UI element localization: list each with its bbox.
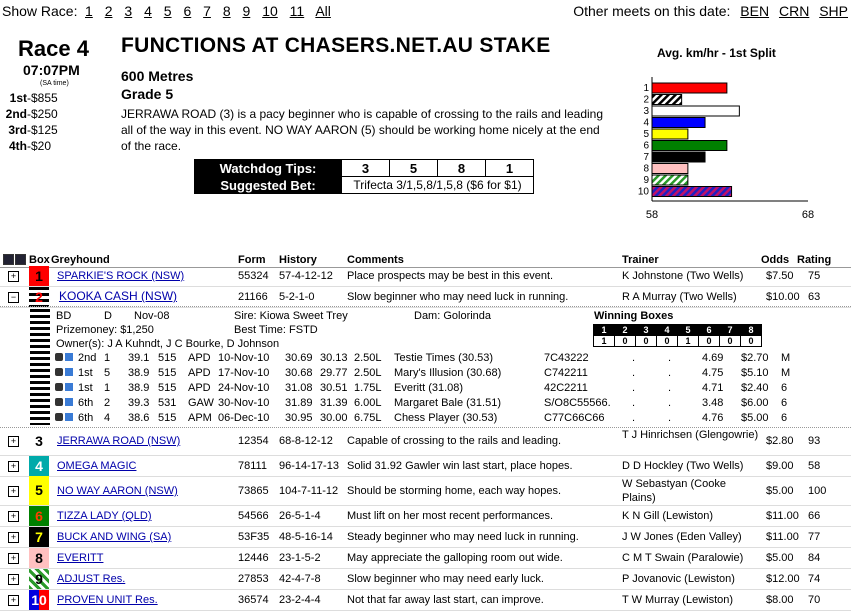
run-place: 1st [78, 367, 93, 379]
replay-video-icon[interactable] [55, 367, 75, 376]
odds-value: $11.00 [766, 531, 799, 543]
run-time: 39.1 [128, 352, 150, 364]
trainer-text: W Sebastyan (Cooke Plains) [622, 478, 726, 504]
comment-text: Solid 31.92 Gawler win last start, place hopes. [347, 460, 573, 472]
greyhound-name-link[interactable]: PROVEN UNIT Res. [57, 594, 158, 606]
expand-icon[interactable]: + [8, 511, 19, 522]
race-link-2[interactable]: 2 [104, 3, 113, 19]
run-t1: 30.69 [285, 352, 313, 364]
chart-bar [652, 152, 705, 162]
run-winner: Testie Times (30.53) [394, 352, 494, 364]
run-t1: 30.95 [285, 412, 313, 424]
chart-bar [652, 95, 682, 105]
detail-whelped: Nov-08 [134, 310, 170, 322]
run-margin: 1.75L [354, 382, 382, 394]
winning-box-value: 0 [741, 336, 762, 347]
detail-best-time: Best Time: FSTD [234, 324, 318, 336]
race-number: Race 4 [18, 36, 89, 61]
run-grade: M [781, 367, 791, 379]
odds-value: $9.00 [766, 460, 794, 472]
rating-value: 75 [808, 270, 821, 282]
rating-value: 93 [808, 435, 821, 447]
chart-bar [652, 129, 688, 139]
winning-box-value: 0 [720, 336, 741, 347]
run-t2: 29.77 [320, 367, 348, 379]
collapse-icon[interactable]: − [8, 292, 19, 303]
winning-box-header: 7 [720, 325, 741, 336]
run-s1: . [632, 412, 636, 424]
expand-icon[interactable]: + [8, 461, 19, 472]
run-track: APM [188, 412, 212, 424]
box-number: 3 [29, 427, 49, 455]
chart-category-label: 7 [643, 152, 649, 163]
run-margin: 2.50L [354, 352, 382, 364]
box-number: 10 [29, 590, 49, 610]
box-number: 2 [29, 287, 49, 307]
chart-category-label: 6 [643, 140, 649, 152]
header-comments: Comments [347, 254, 404, 266]
race-link-9[interactable]: 9 [242, 3, 251, 19]
winning-box-value: 0 [636, 336, 657, 347]
replay-video-icon[interactable] [55, 352, 75, 361]
trainer-text: K Johnstone (Two Wells) [622, 270, 744, 282]
recent-run-row [0, 382, 851, 397]
greyhound-name-link[interactable]: OMEGA MAGIC [57, 460, 137, 472]
winning-box-header: 2 [615, 325, 636, 336]
expand-all-icon[interactable] [3, 254, 27, 264]
chart-bar [652, 141, 727, 151]
trainer-text: T W Murray (Lewiston) [622, 594, 734, 606]
chart-bar [652, 175, 688, 185]
comment-text: Steady beginner who may need luck in running. [347, 531, 579, 543]
run-time: 38.6 [128, 412, 150, 424]
rating-value: 100 [808, 485, 827, 497]
history-value: 23-1-5-2 [279, 552, 321, 564]
run-t2: 31.39 [320, 397, 348, 409]
run-code: 7C43222 [544, 352, 589, 364]
run-margin: 2.50L [354, 367, 382, 379]
greyhound-name-link[interactable]: JERRAWA ROAD (NSW) [57, 435, 181, 447]
comment-text: Slow beginner who may need luck in running. [347, 291, 569, 303]
chart-tick-label: 58 [645, 209, 659, 220]
header-greyhound: Greyhound [51, 254, 110, 266]
recent-run-row [0, 397, 851, 412]
race-link-3[interactable]: 3 [124, 3, 133, 19]
run-date: 10-Nov-10 [218, 352, 270, 364]
rating-value: 63 [808, 291, 821, 303]
comment-text: Capable of crossing to the rails and leading. [347, 435, 562, 447]
race-link-5[interactable]: 5 [163, 3, 172, 19]
prize-3: 3rd-$125 [8, 123, 58, 137]
rating-value: 70 [808, 594, 821, 606]
runner-row-8 [0, 548, 851, 569]
history-value: 96-14-17-13 [279, 460, 339, 472]
race-link-4[interactable]: 4 [144, 3, 152, 19]
rating-value: 74 [808, 573, 821, 585]
winning-box-value: 0 [699, 336, 720, 347]
rating-value: 58 [808, 460, 821, 472]
greyhound-name-link[interactable]: EVERITT [57, 552, 104, 564]
tip-1: 3 [342, 160, 390, 177]
winning-boxes-table [593, 324, 762, 347]
odds-value: $12.00 [766, 573, 800, 585]
run-t2: 30.51 [320, 382, 348, 394]
header-history: History [279, 254, 317, 266]
header-odds: Odds [761, 254, 790, 266]
form-value: 55324 [238, 270, 269, 282]
chart-tick-label: 68 [801, 209, 815, 220]
form-value: 12446 [238, 552, 269, 564]
run-box: 5 [104, 367, 111, 379]
runner-row-10 [0, 590, 851, 611]
run-margin: 6.00L [354, 397, 382, 409]
trainer-text: C M T Swain (Paralowie) [622, 552, 744, 564]
race-link-6[interactable]: 6 [183, 3, 192, 19]
detail-prizemoney: Prizemoney: $1,250 [56, 324, 154, 336]
odds-value: $5.00 [766, 552, 794, 564]
run-s2: . [668, 412, 672, 424]
greyhound-name-link[interactable]: KOOKA CASH (NSW) [59, 289, 178, 303]
run-date: 17-Nov-10 [218, 367, 270, 379]
expand-icon[interactable]: + [8, 553, 19, 564]
run-s1: . [632, 382, 636, 394]
trainer-text: T J Hinrichsen (Glengowrie) [622, 429, 759, 441]
winning-box-header: 6 [699, 325, 720, 336]
race-distance: 600 Metres [121, 68, 194, 84]
race-link-11[interactable]: 11 [289, 3, 305, 19]
runner-row-3 [0, 427, 851, 456]
run-split: 3.48 [702, 397, 724, 409]
run-box: 4 [104, 412, 111, 424]
race-comment: JERRAWA ROAD (3) is a pacy beginner who is capable of crossing to the rails and leading all of the way in this event. NO WAY AARON (5) should be working home nicely at the end of the race. [121, 107, 604, 153]
race-link-8[interactable]: 8 [222, 3, 231, 19]
box-number: 6 [29, 506, 49, 526]
race-link-all[interactable]: All [315, 3, 331, 19]
run-s2: . [668, 382, 672, 394]
chart-bar [652, 187, 732, 197]
run-price: $5.10 [741, 367, 769, 379]
run-code: 42C2211 [544, 382, 588, 394]
run-s2: . [668, 352, 672, 364]
run-price: $5.00 [741, 412, 769, 424]
show-race-label: Show Race: [2, 3, 78, 19]
winning-box-header: 1 [594, 325, 615, 336]
recent-run-row [0, 367, 851, 382]
winning-box-header: 5 [678, 325, 699, 336]
box-number: 5 [29, 476, 49, 505]
chart-bar [652, 118, 705, 128]
run-date: 24-Nov-10 [218, 382, 270, 394]
chart-category-label: 2 [643, 94, 649, 106]
form-value: 73865 [238, 485, 269, 497]
history-value: 104-7-11-12 [279, 485, 339, 497]
run-split: 4.76 [702, 412, 724, 424]
rating-value: 66 [808, 510, 821, 522]
suggested-bet-label: Suggested Bet: [195, 177, 342, 194]
run-time: 38.9 [128, 367, 150, 379]
run-date: 30-Nov-10 [218, 397, 270, 409]
run-box: 1 [104, 352, 111, 364]
run-place: 2nd [78, 352, 97, 364]
meet-link-crn[interactable]: CRN [778, 3, 810, 19]
run-t2: 30.00 [320, 412, 348, 424]
tip-3: 8 [438, 160, 486, 177]
other-meets-label: Other meets on this date: [573, 3, 731, 19]
replay-video-icon[interactable] [55, 412, 75, 421]
chart-category-label: 4 [643, 117, 649, 129]
chart-bar [652, 106, 739, 116]
expand-icon[interactable]: + [8, 574, 19, 585]
greyhound-name-link[interactable]: SPARKIE'S ROCK (NSW) [57, 270, 185, 282]
run-track: GAW [188, 397, 214, 409]
race-title: FUNCTIONS AT CHASERS.NET.AU STAKE [121, 34, 551, 57]
header-box: Box [29, 254, 50, 266]
form-value: 54566 [238, 510, 269, 522]
run-margin: 6.75L [354, 412, 382, 424]
tip-4: 1 [486, 160, 534, 177]
runner-detail-panel [0, 306, 851, 428]
comment-text: Should be storming home, each way hopes. [347, 485, 562, 497]
runner-row-2 [0, 287, 851, 308]
race-time-zone: (SA time) [40, 80, 69, 87]
runner-row-6 [0, 506, 851, 527]
rating-value: 84 [808, 552, 821, 564]
run-s2: . [668, 397, 672, 409]
form-value: 78111 [238, 460, 267, 472]
form-value: 21166 [238, 291, 268, 303]
run-time: 39.3 [128, 397, 150, 409]
greyhound-name-link[interactable]: ADJUST Res. [57, 573, 126, 585]
race-time: 07:07PM [23, 62, 80, 78]
rating-value: 77 [808, 531, 821, 543]
trainer-text: R A Murray (Two Wells) [622, 291, 737, 303]
run-date: 06-Dec-10 [218, 412, 270, 424]
chart-category-label: 5 [643, 129, 649, 140]
run-split: 4.69 [702, 352, 724, 364]
winning-box-header: 8 [741, 325, 762, 336]
odds-value: $8.00 [766, 594, 794, 606]
detail-sex: D [104, 310, 112, 322]
history-value: 23-2-4-4 [279, 594, 321, 606]
prize-4: 4th-$20 [9, 139, 52, 153]
runner-row-5 [0, 476, 851, 506]
expand-icon[interactable]: + [8, 436, 19, 447]
detail-dam: Dam: Golorinda [414, 310, 492, 322]
run-dist: 515 [158, 367, 177, 379]
odds-value: $7.50 [766, 270, 794, 282]
run-split: 4.71 [702, 382, 724, 394]
run-place: 6th [78, 412, 94, 424]
run-box: 1 [104, 382, 111, 394]
winning-box-header: 4 [657, 325, 678, 336]
box-number: 4 [29, 456, 49, 476]
run-dist: 531 [158, 397, 177, 409]
form-value: 53F35 [238, 531, 270, 543]
chart-category-label: 9 [643, 175, 649, 186]
run-code: C77C66C66 [544, 412, 605, 424]
odds-value: $5.00 [766, 485, 794, 497]
greyhound-name-link[interactable]: TIZZA LADY (QLD) [57, 510, 152, 522]
run-grade: 6 [781, 412, 788, 424]
comment-text: Not that far away last start, can improve. [347, 594, 544, 606]
trainer-text: K N Gill (Lewiston) [622, 510, 714, 522]
run-split: 4.75 [702, 367, 724, 379]
run-t1: 31.89 [285, 397, 313, 409]
run-box: 2 [104, 397, 111, 409]
split-speed-chart [630, 75, 830, 220]
recent-run-row [0, 412, 851, 427]
expand-icon[interactable]: + [8, 595, 19, 606]
form-value: 27853 [238, 573, 269, 585]
run-s1: . [632, 397, 636, 409]
greyhound-name-link[interactable]: NO WAY AARON (NSW) [57, 485, 178, 497]
history-value: 5-2-1-0 [279, 291, 315, 303]
run-s1: . [632, 352, 636, 364]
chart-category-label: 3 [643, 106, 649, 117]
history-value: 68-8-12-12 [279, 435, 333, 447]
race-link-10[interactable]: 10 [262, 3, 278, 19]
history-value: 26-5-1-4 [279, 510, 321, 522]
run-track: APD [188, 367, 211, 379]
run-t2: 30.13 [320, 352, 348, 364]
runner-row-1 [0, 266, 851, 287]
run-s1: . [632, 367, 636, 379]
odds-value: $2.80 [766, 435, 794, 447]
odds-value: $10.00 [766, 291, 800, 303]
tips-table [194, 159, 534, 194]
chart-category-label: 8 [643, 163, 649, 175]
expand-icon[interactable]: + [8, 532, 19, 543]
comment-text: Slow beginner who may need early luck. [347, 573, 544, 585]
comment-text: Must lift on her most recent performances. [347, 510, 554, 522]
chart-category-label: 10 [637, 186, 649, 198]
runner-row-9 [0, 569, 851, 590]
run-grade: 6 [781, 382, 788, 394]
header-trainer: Trainer [622, 254, 659, 266]
meet-link-shp[interactable]: SHP [819, 3, 848, 19]
history-value: 57-4-12-12 [279, 270, 333, 282]
odds-value: $11.00 [766, 510, 799, 522]
chart-category-label: 1 [643, 83, 649, 94]
trainer-text: D D Hockley (Two Wells) [622, 460, 744, 472]
race-link-7[interactable]: 7 [203, 3, 211, 19]
chart-bar [652, 164, 688, 174]
run-place: 1st [78, 382, 93, 394]
box-number: 9 [29, 569, 49, 589]
run-winner: Chess Player (30.53) [394, 412, 498, 424]
prize-2: 2nd-$250 [5, 107, 58, 121]
form-value: 36574 [238, 594, 269, 606]
run-grade: 6 [781, 397, 788, 409]
form-value: 12354 [238, 435, 269, 447]
comment-text: May appreciate the galloping room out wide. [347, 552, 563, 564]
chart-bar [652, 83, 727, 93]
watchdog-tips-label: Watchdog Tips: [195, 160, 342, 177]
winning-boxes-label: Winning Boxes [594, 310, 674, 322]
run-winner: Mary's Illusion (30.68) [394, 367, 502, 379]
run-t1: 31.08 [285, 382, 313, 394]
run-code: C742211 [544, 367, 588, 379]
race-links [85, 3, 339, 19]
detail-sire: Sire: Kiowa Sweet Trey [234, 310, 348, 322]
race-grade: Grade 5 [121, 86, 174, 102]
trainer-text: J W Jones (Eden Valley) [622, 531, 742, 543]
prize-1: 1st-$855 [9, 91, 58, 105]
winning-box-value: 0 [657, 336, 678, 347]
replay-video-icon[interactable] [55, 397, 75, 406]
winning-box-value: 0 [615, 336, 636, 347]
run-price: $2.70 [741, 352, 769, 364]
runner-row-7 [0, 527, 851, 548]
run-track: APD [188, 352, 211, 364]
header-form: Form [238, 254, 266, 266]
run-s2: . [668, 367, 672, 379]
run-t1: 30.68 [285, 367, 313, 379]
run-track: APD [188, 382, 211, 394]
runner-row-4 [0, 456, 851, 477]
history-value: 42-4-7-8 [279, 573, 321, 585]
comment-text: Place prospects may be best in this event. [347, 270, 554, 282]
run-code: S/O8C55566. [544, 397, 611, 409]
box-number: 1 [29, 266, 49, 286]
greyhound-name-link[interactable]: BUCK AND WING (SA) [57, 531, 172, 543]
suggested-bet: Trifecta 3/1,5,8/1,5,8 ($6 for $1) [342, 177, 534, 194]
winning-box-value: 1 [594, 336, 615, 347]
history-value: 48-5-16-14 [279, 531, 333, 543]
detail-owners: Owner(s): J A Kuhndt, J C Bourke, D Johnson [56, 338, 280, 350]
replay-video-icon[interactable] [55, 382, 75, 391]
run-time: 38.9 [128, 382, 150, 394]
run-dist: 515 [158, 352, 177, 364]
expand-icon[interactable]: + [8, 271, 19, 282]
run-dist: 515 [158, 382, 177, 394]
detail-colour: BD [56, 310, 72, 322]
meet-link-ben[interactable]: BEN [740, 3, 770, 19]
winning-box-value: 1 [678, 336, 699, 347]
race-link-1[interactable]: 1 [85, 3, 93, 19]
recent-run-row [0, 352, 851, 367]
expand-icon[interactable]: + [8, 486, 19, 497]
header-rating: Rating [797, 254, 832, 266]
box-number: 8 [29, 548, 49, 568]
run-price: $2.40 [741, 382, 769, 394]
chart-title: Avg. km/hr - 1st Split [657, 46, 776, 60]
tip-2: 5 [390, 160, 438, 177]
run-price: $6.00 [741, 397, 769, 409]
run-place: 6th [78, 397, 94, 409]
trainer-text: P Jovanovic (Lewiston) [622, 573, 735, 585]
other-meets [573, 3, 848, 19]
winning-box-header: 3 [636, 325, 657, 336]
run-dist: 515 [158, 412, 177, 424]
top-bar [0, 0, 851, 22]
box-number: 7 [29, 527, 49, 547]
prize-list [3, 90, 58, 154]
run-winner: Margaret Bale (31.51) [394, 397, 501, 409]
run-grade: M [781, 352, 791, 364]
run-winner: Everitt (31.08) [394, 382, 464, 394]
